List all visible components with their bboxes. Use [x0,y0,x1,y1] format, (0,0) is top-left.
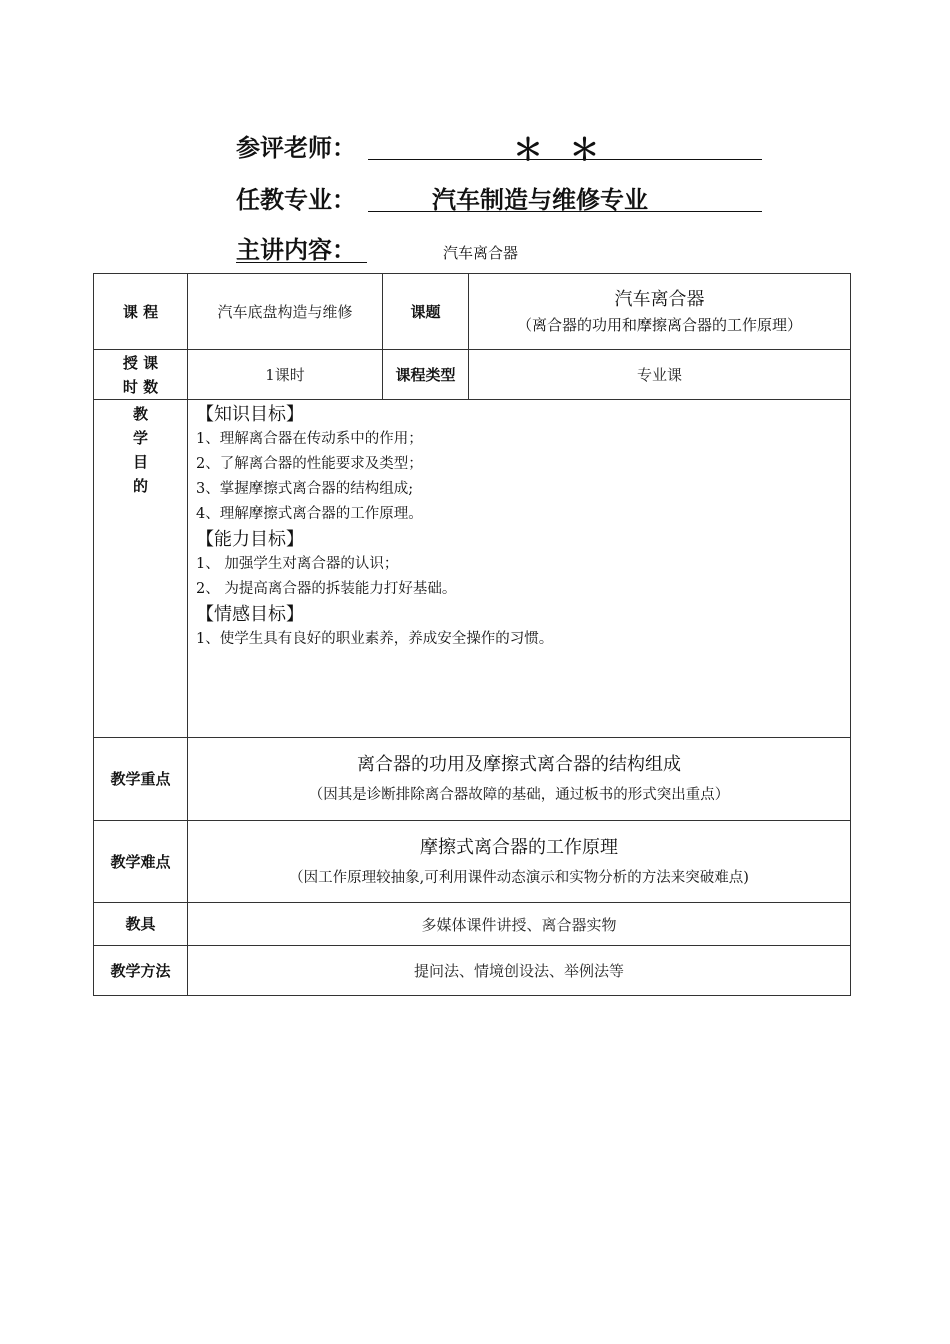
teacher-label: 参评老师： [236,134,356,162]
topic-subtitle: （离合器的功用和摩擦离合器的工作原理） [516,315,802,334]
topic-cell [469,274,851,350]
topic-title: 汽车离合器 [614,288,705,310]
difficult-note: （因工作原理较抽象,可利用课件动态演示和实物分析的方法来突破难点) [289,869,749,886]
objectives-label-char: 教 [132,405,148,423]
lesson-plan-table [93,273,851,996]
list-item: 1、 加强学生对离合器的认识； [196,556,399,572]
key-main: 离合器的功用及摩擦式离合器的结构组成 [357,754,681,775]
type-value: 专业课 [469,350,851,400]
teacher-value: ＊ ＊ [513,133,608,168]
table-row-difficulties [94,821,851,903]
course-value: 汽车底盘构造与维修 [188,274,383,350]
table-row-tools [94,903,851,946]
list-item: 1、理解离合器在传动系中的作用； [196,431,423,447]
hours-label-line2: 时 数 [122,377,159,396]
emotion-heading: 【情感目标】 [196,604,304,625]
list-item: 2、 为提高离合器的拆装能力打好基础。 [196,581,457,597]
hours-label-line1: 授 课 [122,353,159,372]
table-row-method [94,946,851,996]
hours-label [94,350,188,400]
major-label: 任教专业： [236,186,356,214]
method-value: 提问法、情境创设法、举例法等 [188,946,851,996]
method-label: 教学方法 [94,946,188,996]
difficult-cell [188,821,851,903]
hours-value: 1课时 [188,350,383,400]
difficult-main: 摩擦式离合器的工作原理 [420,836,618,858]
tools-value: 多媒体课件讲授、离合器实物 [188,903,851,946]
content-label [236,235,356,265]
list-item: 2、了解离合器的性能要求及类型； [196,456,423,472]
key-label: 教学重点 [94,738,188,821]
key-note: （因其是诊断排除离合器故障的基础，通过板书的形式突出重点） [308,787,730,803]
table-row-hours [94,350,851,400]
knowledge-heading: 【知识目标】 [196,404,304,425]
major-value: 汽车制造与维修专业 [432,186,648,214]
table-row-key-points [94,738,851,821]
content-underline [236,262,367,263]
objectives-label-char: 目 [132,453,148,471]
table-row-course [94,274,851,350]
ability-heading: 【能力目标】 [196,529,304,550]
topic-label: 课题 [383,274,469,350]
tools-label: 教具 [94,903,188,946]
objectives-label-char: 的 [132,477,148,495]
content-value: 汽车离合器 [443,244,519,262]
objectives-label-char: 学 [132,429,148,447]
difficult-label: 教学难点 [94,821,188,903]
course-label: 课 程 [94,274,188,350]
key-cell [188,738,851,821]
list-item: 3、掌握摩擦式离合器的结构组成; [196,481,414,497]
objectives-content [188,400,851,738]
list-item: 4、理解摩擦式离合器的工作原理。 [196,506,423,522]
content-label-text: 主讲内容： [236,236,356,264]
table-row-objectives [94,400,851,738]
objectives-label [94,400,188,738]
type-label: 课程类型 [383,350,469,400]
list-item: 1、使学生具有良好的职业素养，养成安全操作的习惯。 [196,631,554,647]
